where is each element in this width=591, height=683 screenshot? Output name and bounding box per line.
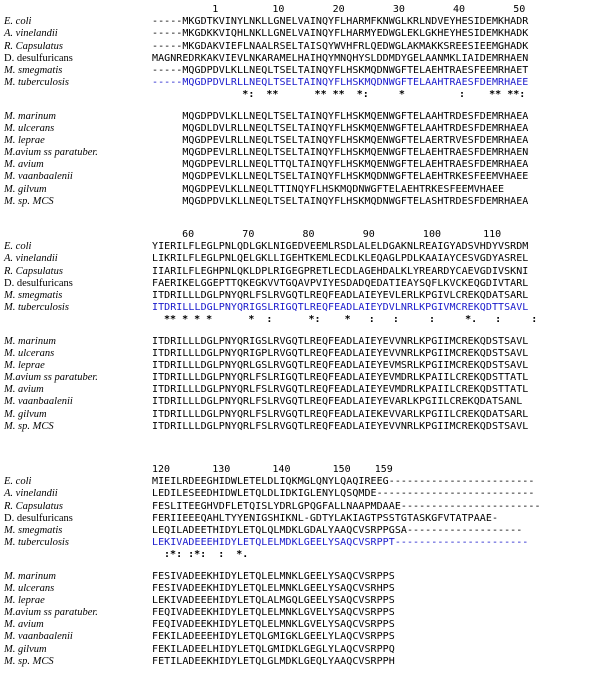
sequence-text: FESLITEEGHVDFLETQISLYDRLGPQGFALLNAAPMDAAE----------------------- (152, 500, 541, 512)
sequence-text: ITDRILLLDGLPNYQRIGSLRIGQTLREQFEADLAIEYDVLNRLKPGIVMCREKQDTTSAVL (152, 302, 529, 314)
species-label: M. leprae (4, 594, 45, 606)
sequence-text: MQGDPEVLKLLNEQLTTINQYFLHSKMQDNWGFTELAEHTRKESFEEMVHAEE (152, 183, 505, 195)
sequence-text: ITDRILLLDGLPNYQRIGSLRVGQTLREQFEADLAIEYEVVNRLKPGIIMCREKQDSTSAVL (152, 335, 529, 347)
species-label: M. gilvum (4, 643, 47, 655)
sequence-text: MQGDPEVLRLLNEQLTTQLTAINQYFLHSKMQENWGFTELAEHTRAESFDEMRHAEA (152, 159, 529, 171)
species-label: M. marinum (4, 570, 56, 582)
species-label: E. coli (4, 241, 32, 253)
sequence-text: ITDRILLLDGLPNYQRLFSLRVGQTLREQFEADLAIEYEVVNRLKPGIIMCREKQDSTSAVL (152, 420, 529, 432)
species-label: M. leprae (4, 134, 45, 146)
sequence-text: FEQIVADEEKHIDYLETQLELMNKLGVELYSAQCVSRPPS (152, 619, 395, 631)
species-label: M. avium (4, 159, 44, 171)
sequence-text: -----MKGDKKVIQHLNKLLGNELVAINQYFLHARMYEDWGLEKLGKHEYHESIDEMKHADK (152, 28, 529, 40)
sequence-text: YIERILFLEGLPNLQDLGKLNIGEDVEEMLRSDLALELDGAKNLREAIGYADSVHDYVSRDM (152, 241, 529, 253)
species-label: M. tuberculosis (4, 537, 69, 549)
species-label: M. leprae (4, 359, 45, 371)
sequence-text: LEDILESEEDHIDWLETQLDLIDKIGLENYLQSQMDE-------------------------- (152, 488, 535, 500)
species-label: D. desulfuricans (4, 52, 73, 64)
species-label: D. desulfuricans (4, 512, 73, 524)
sequence-text: -----MQGDPDVLRLLNEQLTSELTAINQYFLHSKMQDNWGFTELAAHTRAESFDEMRHAEE (152, 77, 529, 89)
species-label: M. marinum (4, 110, 56, 122)
sequence-text: MQGDLDVLRLLNEQLTSELTAINQYFLHSKMQENWGFTELAAHTRDESFDEMRHAEA (152, 122, 529, 134)
sequence-text: LEKIVADEEEHIDYLETQLALMGQLGEELYSAQCVSRPPS (152, 594, 395, 606)
species-label: D. desulfuricans (4, 277, 73, 289)
consensus-symbols: ** * * * * : *: * : : : *. : : (152, 314, 538, 326)
species-label: M. sp. MCS (4, 195, 54, 207)
sequence-text: FEQIVADEEKHIDYLETQLELMNKLGVELYSAQCVSRPPS (152, 607, 395, 619)
consensus-symbols: *: ** ** ** *: * : ** **: (152, 89, 526, 101)
sequence-text: MQGDPDVLKLLNEQLTSELTAINQYFLHSKMQDNWGFTELASHTRDESFDEMRHAEA (152, 195, 529, 207)
sequence-text: FEKILADEEEHIDYLETQLGMIGKLGEELYLAQCVSRPPS (152, 631, 395, 643)
sequence-text: MIEILRDEEGHIDWLETELDLIQKMGLQNYLQAQIREEG------------------------ (152, 476, 535, 488)
species-label: A. vinelandii (4, 253, 58, 265)
species-label: M. vaanbaalenii (4, 631, 73, 643)
species-label: M. sp. MCS (4, 420, 54, 432)
species-label: M. smegmatis (4, 524, 63, 536)
species-label: M. gilvum (4, 183, 47, 195)
sequence-text: ITDRILLLDGLPNYQRLFSLRIGQTLREQFEADLAIEYEVMDRLKPAIILCREKQDSTTATL (152, 372, 529, 384)
species-label: M. tuberculosis (4, 77, 69, 89)
sequence-text: MAGNREDRKAKVIEVLNKARAMELHAIHQYMNQHYSLDDMDYGELAANMKLIAIDEMRHAEN (152, 52, 529, 64)
species-label: M. sp. MCS (4, 655, 54, 667)
sequence-text: FERIIEEEQAHLTYYENIGSHIKNL-GDTYLAKIAGTPSSTGTASKGFVTATPAAE- (152, 512, 499, 524)
species-label: A. vinelandii (4, 28, 58, 40)
sequence-text: LEKIVADEEEHIDYLETQLELMDKLGEELYSAQCVSRPPT---------------------- (152, 537, 529, 549)
consensus-symbols: :*: :*: : *. (152, 549, 249, 561)
sequence-text: FEKILADEELHIDYLETQLGMIDKLGEGLYLAQCVSRPPQ (152, 643, 395, 655)
sequence-text: LEQILADEETHIDYLETQLQLMDKLGDALYAAQCVSRPPGSA------------------- (152, 524, 523, 536)
sequence-text: MQGDPEVLRLLNEQLTSELTAINQYFLHSKMQENWGFTELAERTRVESFDEMRHAEA (152, 134, 529, 146)
species-label: M. ulcerans (4, 347, 55, 359)
sequence-text: FETILADEEKHIDYLETQLGLMDKLGEQLYAAQCVSRPPH (152, 655, 395, 667)
species-label: M. vaanbaalenii (4, 171, 73, 183)
sequence-text: LIKRILFLEGLPNLQELGKLLIGEHTKEMLECDLKLEQAGLPDLKAAIAYCESVGDYASREL (152, 253, 529, 265)
sequence-text: ITDRILLLDGLPNYQRLFSLRVGQTLREQFEADLAIEYEVARLKPGIILCREKQDATSANL (152, 396, 523, 408)
sequence-text: -----MKGDAKVIEFLNAALRSELTAISQYWVHFRLQEDWGLAKMAKKSREESIEEMGHADK (152, 40, 529, 52)
species-label: R. Capsulatus (4, 40, 63, 52)
sequence-text: FAERIKELGGEPTTQKEGKVVTGQAVPVIYESDADQEDATIEAYSQFLKVCKEQGDIVTARL (152, 277, 529, 289)
sequence-text: IIARILFLEGHPNLQKLDPLRIGEGPRETLECDLAGEHDALKLYREARDYCAEVGDIVSKNI (152, 265, 529, 277)
ruler-numbers: 1 10 20 30 40 50 (152, 4, 526, 15)
species-label: E. coli (4, 476, 32, 488)
species-label: M.avium ss paratuber. (4, 147, 98, 159)
species-label: M. marinum (4, 335, 56, 347)
species-label: M. tuberculosis (4, 302, 69, 314)
species-label: M. ulcerans (4, 122, 55, 134)
species-label: M. vaanbaalenii (4, 396, 73, 408)
sequence-text: ITDRILLLDGLPNYQRLFSLRVGQTLREQFEADLAIEYEVLERLKPGIVLCREKQDATSARL (152, 289, 529, 301)
sequence-text: MQGDPEVLRLLNEQLTSELTAINQYFLHSKMQENWGFTELAEHTRAESFDEMRHAEN (152, 147, 529, 159)
species-label: M. gilvum (4, 408, 47, 420)
sequence-text: FESIVADEEKHIDYLETQLELMNKLGEELYSAQCVSRPPS (152, 570, 395, 582)
species-label: M.avium ss paratuber. (4, 372, 98, 384)
species-label: E. coli (4, 16, 32, 28)
ruler-numbers: 120 130 140 150 159 (152, 464, 393, 475)
species-label: M. smegmatis (4, 289, 63, 301)
sequence-text: -----MQGDPDVLKLLNEQLTSELTAINQYFLHSKMQDNWGFTELAEHTRAESFEEMRHAET (152, 64, 529, 76)
ruler-numbers: 60 70 80 90 100 110 (152, 229, 502, 240)
sequence-text: ITDRILLLDGLPNYQRIGPLRVGQTLREQFEADLAIEYEVVNRLKPGIIMCREKQDSTSAVL (152, 347, 529, 359)
species-label: M. avium (4, 384, 44, 396)
sequence-text: ITDRILLLDGLPNYQRLGSLRVGQTLREQFEADLAIEYEVMSRLKPGIIMCREKQDSTSAVL (152, 359, 529, 371)
species-label: M. avium (4, 619, 44, 631)
sequence-text: FESIVADEEKHIDYLETQLELMNKLGEELYSAQCVSRHPS (152, 582, 395, 594)
species-label: R. Capsulatus (4, 265, 63, 277)
species-label: M. smegmatis (4, 64, 63, 76)
species-label: A. vinelandii (4, 488, 58, 500)
species-label: R. Capsulatus (4, 500, 63, 512)
sequence-text: MQGDPDVLKLLNEQLTSELTAINQYFLHSKMQENWGFTELAAHTRDESFDEMRHAEA (152, 110, 529, 122)
sequence-text: ITDRILLLDGLPNYQRLFSLRVGQTLREQFEADLAIEYEVMDRLKPAIILCREKQDSTTATL (152, 384, 529, 396)
species-label: M.avium ss paratuber. (4, 607, 98, 619)
sequence-text: ITDRILLLDGLPNYQRLFSLRVGQTLREQFEADLAIEKEVVARLKPGIILCREKQDATSARL (152, 408, 529, 420)
sequence-text: -----MKGDTKVINYLNKLLGNELVAINQYFLHARMFKNWGLKRLNDVEYHESIDEMKHADR (152, 16, 529, 28)
sequence-text: MQGDPEVLKLLNEQLTSELTAINQYFLHSKMQDNWGFTELAEHTRKESFEEMVHAEE (152, 171, 529, 183)
species-label: M. ulcerans (4, 582, 55, 594)
